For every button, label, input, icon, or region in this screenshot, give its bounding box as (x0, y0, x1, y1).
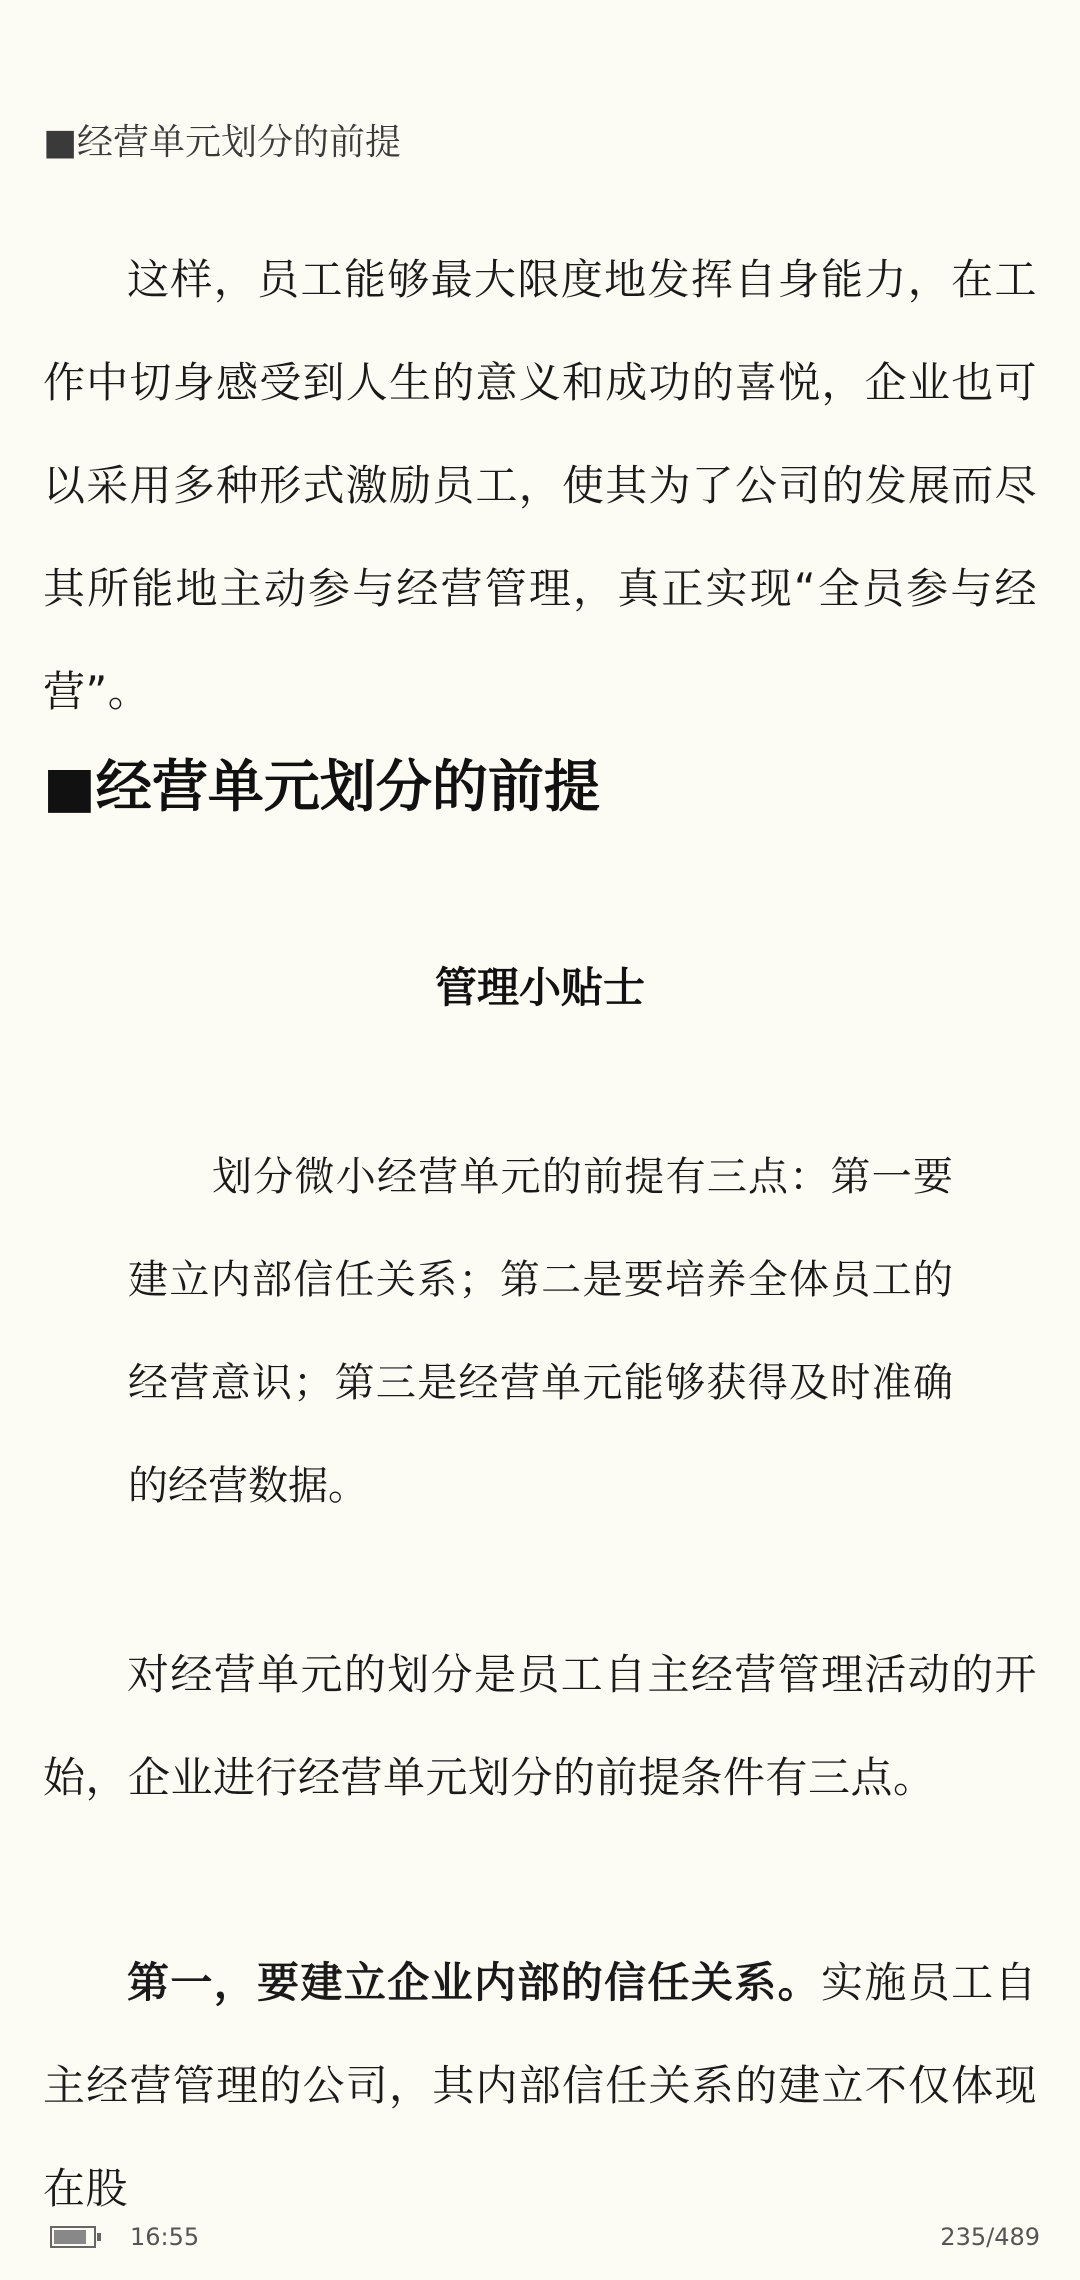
reader-status-bar (0, 2218, 1080, 2258)
section-title: ■经营单元划分的前提 (43, 755, 600, 820)
page-indicator[interactable]: 235/489 (940, 2223, 1040, 2251)
paragraph-3 (43, 1931, 1037, 2240)
clock-time: 16:55 (130, 2223, 200, 2251)
paragraph-3-text: 实施员工自主经营管理的公司，其内部信任关系的建立不仅体现在股 (43, 1958, 1037, 2213)
running-header-title: ■经营单元划分的前提 (43, 122, 402, 163)
tip-body: 划分微小经营单元的前提有三点：第一要建立内部信任关系；第二是要培养全体员工的经营意识；第三是经营单元能够获得及时准确的经营数据。 (128, 1154, 953, 1509)
tip-title: 管理小贴士 (434, 963, 645, 1012)
paragraph-2: 对经营单元的划分是员工自主经营管理活动的开始，企业进行经营单元划分的前提条件有三点。 (43, 1650, 1037, 1802)
intro-paragraph: 这样，员工能够最大限度地发挥自身能力，在工作中切身感受到人生的意义和成功的喜悦，企业也可以采用多种形式激励员工，使其为了公司的发展而尽其所能地主动参与经营管理，真正实现“全员参与经营”。 (43, 255, 1037, 716)
paragraph-3-bold-lead: 第一，要建立企业内部的信任关系。 (127, 1958, 821, 2007)
battery-level-fill (54, 2230, 86, 2244)
battery-icon (50, 2226, 96, 2248)
